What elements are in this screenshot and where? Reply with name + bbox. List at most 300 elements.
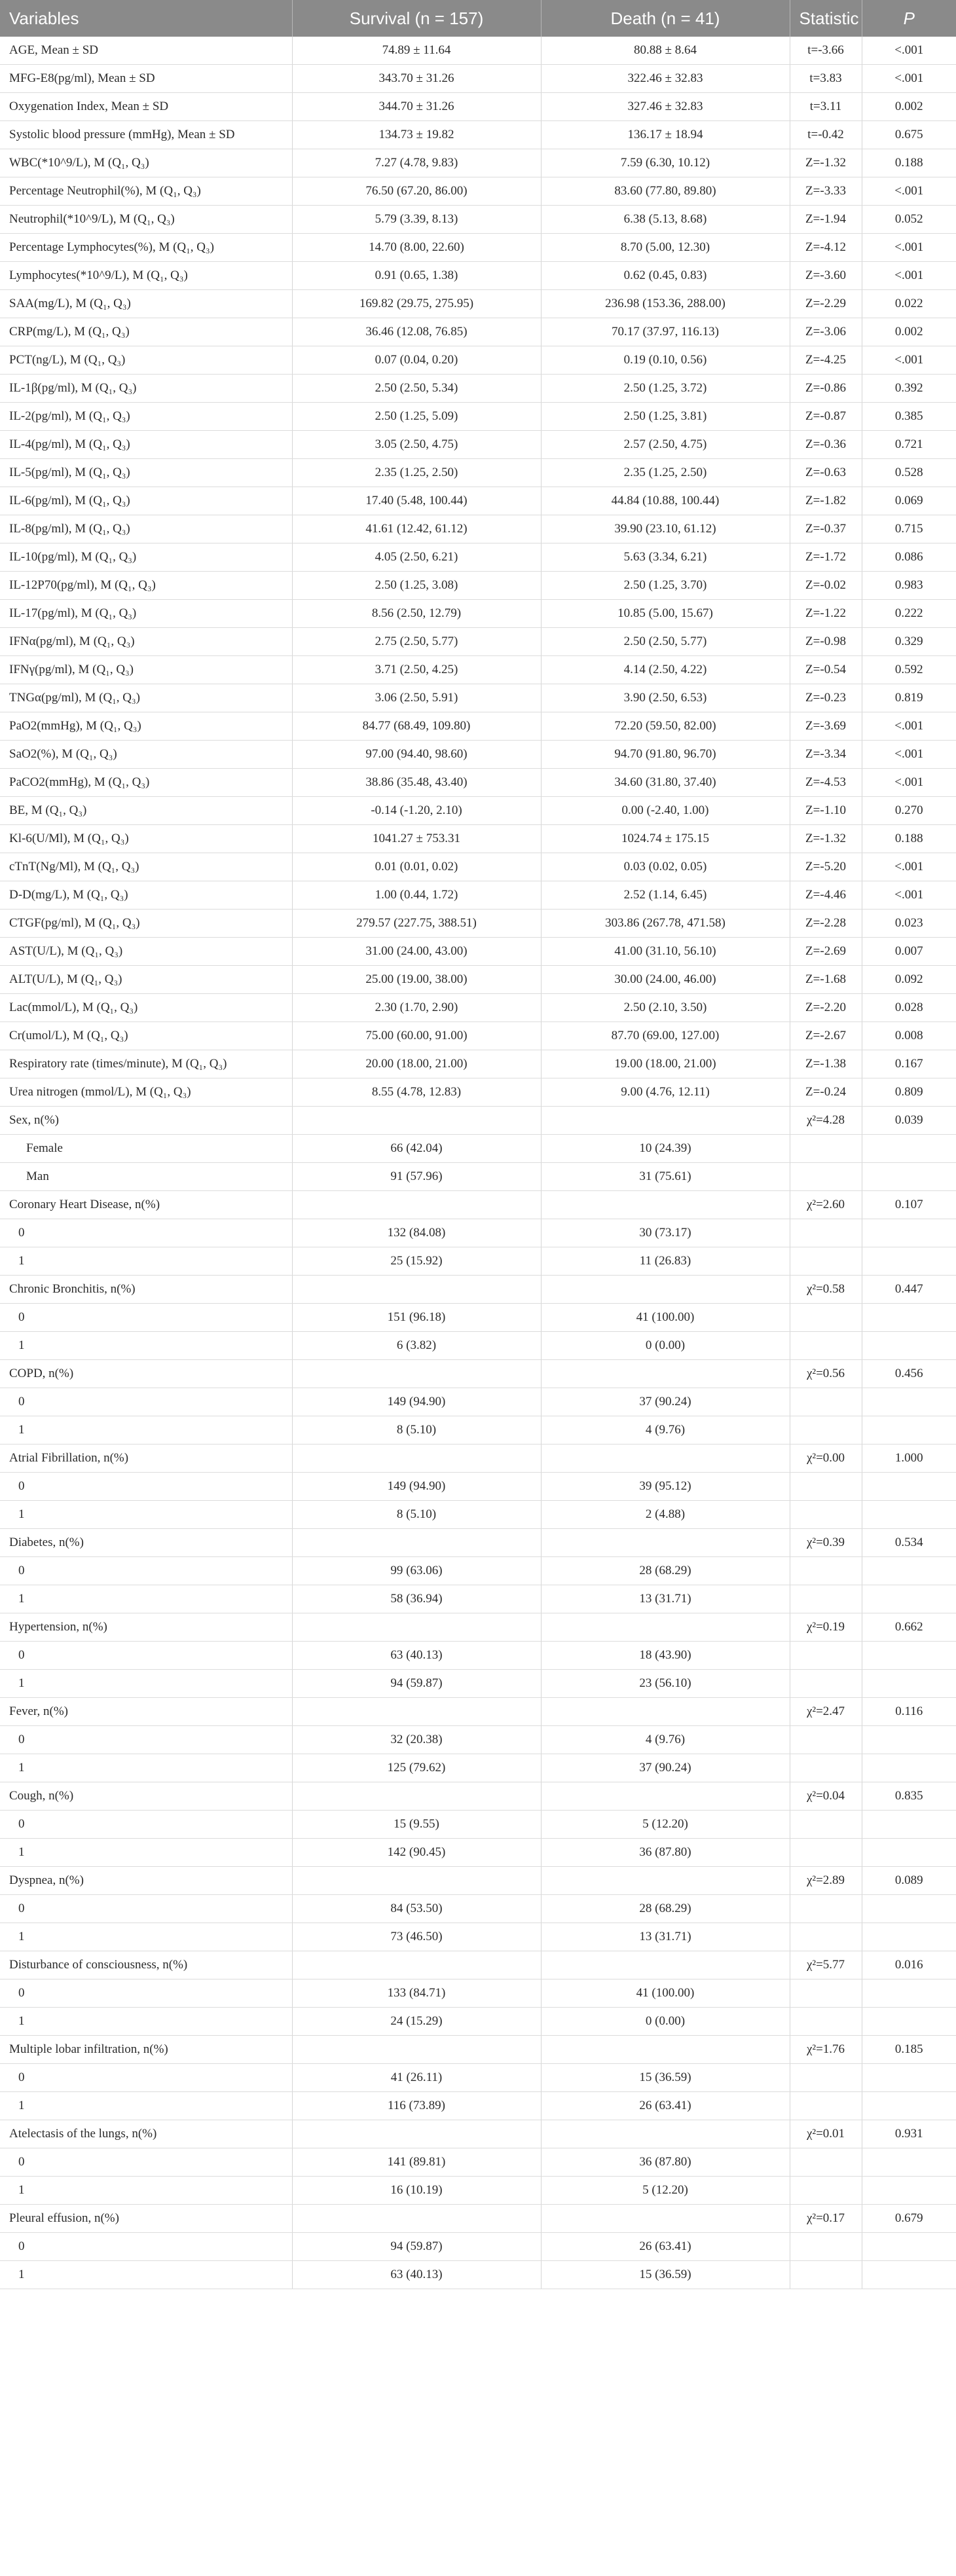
statistic-cell: Z=-3.69: [790, 712, 862, 741]
table-subrow: [0, 1670, 956, 1698]
survival-cell: 31.00 (24.00, 43.00): [292, 938, 541, 966]
p-value-cell: <.001: [862, 853, 956, 881]
death-cell: 94.70 (91.80, 96.70): [541, 741, 790, 769]
statistic-cell: [790, 1839, 862, 1867]
statistic-cell: [790, 2233, 862, 2261]
p-value-cell: 0.002: [862, 93, 956, 121]
statistic-cell: Z=-0.24: [790, 1078, 862, 1107]
table-row: [0, 487, 956, 515]
variable-cell: Oxygenation Index, Mean ± SD: [0, 93, 292, 121]
statistic-cell: [790, 2092, 862, 2120]
p-value-cell: [862, 1839, 956, 1867]
statistic-cell: [790, 2008, 862, 2036]
death-cell: 13 (31.71): [541, 1585, 790, 1613]
table-subrow: [0, 2233, 956, 2261]
statistic-cell: χ²=0.19: [790, 1613, 862, 1642]
variable-cell: Fever, n(%): [0, 1698, 292, 1726]
statistic-cell: [790, 1473, 862, 1501]
statistic-cell: χ²=0.00: [790, 1444, 862, 1473]
p-value-cell: [862, 2008, 956, 2036]
variable-cell: WBC(*10^9/L), M (Q₁, Q₃): [0, 149, 292, 177]
p-value-cell: 0.022: [862, 290, 956, 318]
survival-cell: 14.70 (8.00, 22.60): [292, 234, 541, 262]
table-subrow: [0, 1811, 956, 1839]
table-row: [0, 459, 956, 487]
table-subrow: [0, 1754, 956, 1782]
table-row: [0, 93, 956, 121]
survival-cell: 1041.27 ± 753.31: [292, 825, 541, 853]
survival-cell: 1.00 (0.44, 1.72): [292, 881, 541, 910]
header-statistic: Statistic: [790, 0, 862, 37]
p-value-cell: 0.185: [862, 2036, 956, 2064]
variable-cell: IL-2(pg/ml), M (Q₁, Q₃): [0, 403, 292, 431]
statistic-cell: Z=-0.54: [790, 656, 862, 684]
variable-cell: 0: [0, 1304, 292, 1332]
statistic-cell: χ²=0.56: [790, 1360, 862, 1388]
statistic-cell: [790, 1219, 862, 1247]
statistic-cell: [790, 1304, 862, 1332]
table-row: [0, 656, 956, 684]
statistic-cell: Z=-3.60: [790, 262, 862, 290]
p-value-cell: 0.528: [862, 459, 956, 487]
table-row: [0, 741, 956, 769]
variable-cell: Disturbance of consciousness, n(%): [0, 1951, 292, 1979]
survival-cell: [292, 1444, 541, 1473]
statistic-cell: χ²=0.01: [790, 2120, 862, 2148]
table-row: [0, 1078, 956, 1107]
statistic-cell: [790, 2148, 862, 2177]
statistic-cell: Z=-1.38: [790, 1050, 862, 1078]
death-cell: 31 (75.61): [541, 1163, 790, 1191]
death-cell: [541, 1360, 790, 1388]
death-cell: 19.00 (18.00, 21.00): [541, 1050, 790, 1078]
variable-cell: PaCO2(mmHg), M (Q₁, Q₃): [0, 769, 292, 797]
table-row: [0, 65, 956, 93]
table-row: [0, 234, 956, 262]
p-value-cell: 0.052: [862, 206, 956, 234]
variable-cell: CTGF(pg/ml), M (Q₁, Q₃): [0, 910, 292, 938]
p-value-cell: 0.931: [862, 2120, 956, 2148]
death-cell: [541, 1276, 790, 1304]
p-value-cell: [862, 1726, 956, 1754]
survival-cell: 2.30 (1.70, 2.90): [292, 994, 541, 1022]
p-value-cell: 0.086: [862, 543, 956, 572]
statistic-cell: Z=-1.72: [790, 543, 862, 572]
death-cell: 39 (95.12): [541, 1473, 790, 1501]
p-value-cell: 0.092: [862, 966, 956, 994]
table-row: [0, 318, 956, 346]
survival-cell: [292, 2120, 541, 2148]
variable-cell: Systolic blood pressure (mmHg), Mean ± SD: [0, 121, 292, 149]
survival-cell: [292, 1529, 541, 1557]
p-value-cell: [862, 1416, 956, 1444]
p-value-cell: <.001: [862, 712, 956, 741]
survival-cell: [292, 2036, 541, 2064]
table-row: [0, 712, 956, 741]
death-cell: 70.17 (37.97, 116.13): [541, 318, 790, 346]
variable-cell: AGE, Mean ± SD: [0, 37, 292, 65]
table-group-row: [0, 1360, 956, 1388]
survival-cell: [292, 1360, 541, 1388]
p-value-cell: 0.188: [862, 149, 956, 177]
statistic-cell: [790, 1557, 862, 1585]
variable-cell: cTnT(Ng/Ml), M (Q₁, Q₃): [0, 853, 292, 881]
statistic-cell: [790, 1895, 862, 1923]
p-value-cell: [862, 2092, 956, 2120]
death-cell: [541, 2205, 790, 2233]
table-row: [0, 262, 956, 290]
statistic-cell: Z=-4.25: [790, 346, 862, 375]
death-cell: [541, 1107, 790, 1135]
variable-cell: Pleural effusion, n(%): [0, 2205, 292, 2233]
statistic-cell: Z=-0.87: [790, 403, 862, 431]
statistic-cell: Z=-4.53: [790, 769, 862, 797]
death-cell: 9.00 (4.76, 12.11): [541, 1078, 790, 1107]
survival-cell: 99 (63.06): [292, 1557, 541, 1585]
table-subrow: [0, 1979, 956, 2008]
death-cell: [541, 2120, 790, 2148]
table-group-row: [0, 2205, 956, 2233]
p-value-cell: 0.721: [862, 431, 956, 459]
variable-cell: SaO2(%), M (Q₁, Q₃): [0, 741, 292, 769]
table-subrow: [0, 2008, 956, 2036]
variable-cell: 0: [0, 1811, 292, 1839]
variable-cell: BE, M (Q₁, Q₃): [0, 797, 292, 825]
header-p-value: P: [862, 0, 956, 37]
table-row: [0, 290, 956, 318]
statistic-cell: Z=-1.32: [790, 825, 862, 853]
variable-cell: Cough, n(%): [0, 1782, 292, 1811]
table-group-row: [0, 1951, 956, 1979]
survival-cell: 2.50 (2.50, 5.34): [292, 375, 541, 403]
variable-cell: 1: [0, 2008, 292, 2036]
table-subrow: [0, 2148, 956, 2177]
statistic-cell: Z=-2.29: [790, 290, 862, 318]
death-cell: 322.46 ± 32.83: [541, 65, 790, 93]
variable-cell: 1: [0, 1923, 292, 1951]
p-value-cell: 0.456: [862, 1360, 956, 1388]
table-subrow: [0, 1923, 956, 1951]
p-value-cell: [862, 1642, 956, 1670]
variable-cell: Respiratory rate (times/minute), M (Q₁, Q₃): [0, 1050, 292, 1078]
table-row: [0, 994, 956, 1022]
death-cell: 2.50 (1.25, 3.70): [541, 572, 790, 600]
statistic-cell: χ²=5.77: [790, 1951, 862, 1979]
survival-cell: 84.77 (68.49, 109.80): [292, 712, 541, 741]
table-group-row: [0, 1444, 956, 1473]
table-group-row: [0, 2120, 956, 2148]
variable-cell: 0: [0, 1642, 292, 1670]
survival-cell: -0.14 (-1.20, 2.10): [292, 797, 541, 825]
p-value-cell: [862, 1670, 956, 1698]
death-cell: 80.88 ± 8.64: [541, 37, 790, 65]
table-row: [0, 881, 956, 910]
survival-cell: 2.50 (1.25, 5.09): [292, 403, 541, 431]
p-value-cell: 0.116: [862, 1698, 956, 1726]
variable-cell: Cr(umol/L), M (Q₁, Q₃): [0, 1022, 292, 1050]
p-value-cell: <.001: [862, 234, 956, 262]
death-cell: 18 (43.90): [541, 1642, 790, 1670]
survival-cell: 91 (57.96): [292, 1163, 541, 1191]
p-value-cell: 0.270: [862, 797, 956, 825]
death-cell: 37 (90.24): [541, 1388, 790, 1416]
death-cell: 2.35 (1.25, 2.50): [541, 459, 790, 487]
p-value-cell: 0.675: [862, 121, 956, 149]
p-value-cell: 0.069: [862, 487, 956, 515]
table-subrow: [0, 1332, 956, 1360]
survival-cell: 2.35 (1.25, 2.50): [292, 459, 541, 487]
statistic-cell: [790, 2261, 862, 2289]
p-value-cell: 0.835: [862, 1782, 956, 1811]
variable-cell: IL-6(pg/ml), M (Q₁, Q₃): [0, 487, 292, 515]
death-cell: 44.84 (10.88, 100.44): [541, 487, 790, 515]
death-cell: 4 (9.76): [541, 1416, 790, 1444]
p-value-cell: 0.329: [862, 628, 956, 656]
table-row: [0, 600, 956, 628]
survival-cell: 2.50 (1.25, 3.08): [292, 572, 541, 600]
table-subrow: [0, 2177, 956, 2205]
statistic-cell: χ²=0.04: [790, 1782, 862, 1811]
variable-cell: IL-12P70(pg/ml), M (Q₁, Q₃): [0, 572, 292, 600]
variable-cell: IL-10(pg/ml), M (Q₁, Q₃): [0, 543, 292, 572]
table-row: [0, 1050, 956, 1078]
p-value-cell: [862, 1473, 956, 1501]
statistic-cell: Z=-4.46: [790, 881, 862, 910]
table-group-row: [0, 1191, 956, 1219]
survival-cell: [292, 1782, 541, 1811]
survival-cell: [292, 1951, 541, 1979]
statistic-cell: Z=-4.12: [790, 234, 862, 262]
death-cell: 13 (31.71): [541, 1923, 790, 1951]
statistic-cell: [790, 1585, 862, 1613]
statistic-cell: χ²=0.17: [790, 2205, 862, 2233]
survival-cell: 3.71 (2.50, 4.25): [292, 656, 541, 684]
p-value-cell: [862, 1923, 956, 1951]
death-cell: 41.00 (31.10, 56.10): [541, 938, 790, 966]
survival-cell: 63 (40.13): [292, 1642, 541, 1670]
p-value-cell: 0.392: [862, 375, 956, 403]
variable-cell: Percentage Neutrophil(%), M (Q₁, Q₃): [0, 177, 292, 206]
statistic-cell: [790, 1332, 862, 1360]
death-cell: 15 (36.59): [541, 2064, 790, 2092]
variable-cell: MFG-E8(pg/ml), Mean ± SD: [0, 65, 292, 93]
statistic-cell: Z=-1.82: [790, 487, 862, 515]
variable-cell: Kl-6(U/Ml), M (Q₁, Q₃): [0, 825, 292, 853]
death-cell: 37 (90.24): [541, 1754, 790, 1782]
p-value-cell: <.001: [862, 741, 956, 769]
p-value-cell: <.001: [862, 769, 956, 797]
survival-cell: [292, 1191, 541, 1219]
statistic-cell: [790, 2064, 862, 2092]
death-cell: 30.00 (24.00, 46.00): [541, 966, 790, 994]
statistic-cell: [790, 1135, 862, 1163]
death-cell: 34.60 (31.80, 37.40): [541, 769, 790, 797]
statistic-cell: χ²=2.60: [790, 1191, 862, 1219]
table-subrow: [0, 1247, 956, 1276]
statistic-cell: Z=-0.02: [790, 572, 862, 600]
table-row: [0, 346, 956, 375]
statistic-cell: χ²=0.58: [790, 1276, 862, 1304]
survival-cell: 6 (3.82): [292, 1332, 541, 1360]
death-cell: 10.85 (5.00, 15.67): [541, 600, 790, 628]
death-cell: [541, 1444, 790, 1473]
table-body: [0, 37, 956, 2289]
variable-cell: 0: [0, 1979, 292, 2008]
survival-cell: 125 (79.62): [292, 1754, 541, 1782]
p-value-cell: [862, 1501, 956, 1529]
statistic-cell: [790, 1670, 862, 1698]
variable-cell: 1: [0, 1670, 292, 1698]
variable-cell: Multiple lobar infiltration, n(%): [0, 2036, 292, 2064]
p-value-cell: 1.000: [862, 1444, 956, 1473]
statistic-cell: [790, 1726, 862, 1754]
p-value-cell: 0.222: [862, 600, 956, 628]
statistic-cell: Z=-2.69: [790, 938, 862, 966]
statistic-cell: [790, 1388, 862, 1416]
statistic-cell: Z=-2.20: [790, 994, 862, 1022]
statistic-cell: t=-0.42: [790, 121, 862, 149]
variable-cell: TNGα(pg/ml), M (Q₁, Q₃): [0, 684, 292, 712]
table-row: [0, 825, 956, 853]
death-cell: 15 (36.59): [541, 2261, 790, 2289]
statistic-cell: [790, 1923, 862, 1951]
table-subrow: [0, 1726, 956, 1754]
variable-cell: Diabetes, n(%): [0, 1529, 292, 1557]
variable-cell: COPD, n(%): [0, 1360, 292, 1388]
table-row: [0, 206, 956, 234]
table-row: [0, 853, 956, 881]
survival-cell: [292, 2205, 541, 2233]
statistic-cell: Z=-0.63: [790, 459, 862, 487]
death-cell: [541, 1867, 790, 1895]
survival-cell: 344.70 ± 31.26: [292, 93, 541, 121]
death-cell: 2.57 (2.50, 4.75): [541, 431, 790, 459]
p-value-cell: [862, 1304, 956, 1332]
variable-cell: SAA(mg/L), M (Q₁, Q₃): [0, 290, 292, 318]
death-cell: 1024.74 ± 175.15: [541, 825, 790, 853]
survival-cell: 149 (94.90): [292, 1473, 541, 1501]
survival-cell: 279.57 (227.75, 388.51): [292, 910, 541, 938]
p-value-cell: 0.819: [862, 684, 956, 712]
p-value-cell: [862, 2261, 956, 2289]
variable-cell: Percentage Lymphocytes(%), M (Q₁, Q₃): [0, 234, 292, 262]
death-cell: 3.90 (2.50, 6.53): [541, 684, 790, 712]
survival-cell: 24 (15.29): [292, 2008, 541, 2036]
death-cell: [541, 1529, 790, 1557]
p-value-cell: 0.534: [862, 1529, 956, 1557]
survival-cell: 4.05 (2.50, 6.21): [292, 543, 541, 572]
p-value-cell: 0.028: [862, 994, 956, 1022]
survival-cell: 74.89 ± 11.64: [292, 37, 541, 65]
survival-cell: 132 (84.08): [292, 1219, 541, 1247]
statistic-cell: χ²=1.76: [790, 2036, 862, 2064]
statistic-cell: Z=-1.32: [790, 149, 862, 177]
table-subrow: [0, 1163, 956, 1191]
statistic-cell: χ²=4.28: [790, 1107, 862, 1135]
death-cell: 2.50 (1.25, 3.81): [541, 403, 790, 431]
survival-cell: 20.00 (18.00, 21.00): [292, 1050, 541, 1078]
survival-cell: 17.40 (5.48, 100.44): [292, 487, 541, 515]
p-value-cell: [862, 1247, 956, 1276]
table-subrow: [0, 1219, 956, 1247]
survival-cell: 94 (59.87): [292, 1670, 541, 1698]
survival-cell: 38.86 (35.48, 43.40): [292, 769, 541, 797]
variable-cell: 0: [0, 1726, 292, 1754]
survival-cell: 73 (46.50): [292, 1923, 541, 1951]
table-row: [0, 684, 956, 712]
death-cell: 4 (9.76): [541, 1726, 790, 1754]
variable-cell: Lymphocytes(*10^9/L), M (Q₁, Q₃): [0, 262, 292, 290]
variable-cell: 1: [0, 1247, 292, 1276]
variable-cell: 0: [0, 1473, 292, 1501]
death-cell: 2.50 (2.10, 3.50): [541, 994, 790, 1022]
variable-cell: 1: [0, 1416, 292, 1444]
table-subrow: [0, 1585, 956, 1613]
variable-cell: Atelectasis of the lungs, n(%): [0, 2120, 292, 2148]
header-row: [0, 0, 956, 37]
table-subrow: [0, 1388, 956, 1416]
death-cell: 0.62 (0.45, 0.83): [541, 262, 790, 290]
variable-cell: Neutrophil(*10^9/L), M (Q₁, Q₃): [0, 206, 292, 234]
survival-cell: 8.55 (4.78, 12.83): [292, 1078, 541, 1107]
survival-cell: 2.75 (2.50, 5.77): [292, 628, 541, 656]
variable-cell: 0: [0, 2064, 292, 2092]
p-value-cell: [862, 1135, 956, 1163]
variable-cell: IFNα(pg/ml), M (Q₁, Q₃): [0, 628, 292, 656]
p-value-cell: [862, 2233, 956, 2261]
survival-cell: 8 (5.10): [292, 1416, 541, 1444]
survival-cell: 116 (73.89): [292, 2092, 541, 2120]
death-cell: 327.46 ± 32.83: [541, 93, 790, 121]
death-cell: 0.19 (0.10, 0.56): [541, 346, 790, 375]
survival-cell: 84 (53.50): [292, 1895, 541, 1923]
statistic-cell: Z=-3.33: [790, 177, 862, 206]
death-cell: 5 (12.20): [541, 1811, 790, 1839]
survival-cell: 343.70 ± 31.26: [292, 65, 541, 93]
p-value-cell: <.001: [862, 881, 956, 910]
table-subrow: [0, 1416, 956, 1444]
variable-cell: 1: [0, 1585, 292, 1613]
survival-cell: 41.61 (12.42, 61.12): [292, 515, 541, 543]
death-cell: 41 (100.00): [541, 1979, 790, 2008]
statistic-cell: [790, 1501, 862, 1529]
survival-cell: 5.79 (3.39, 8.13): [292, 206, 541, 234]
survival-cell: 25 (15.92): [292, 1247, 541, 1276]
death-cell: 236.98 (153.36, 288.00): [541, 290, 790, 318]
statistic-cell: [790, 1642, 862, 1670]
table-row: [0, 375, 956, 403]
table-row: [0, 910, 956, 938]
table-subrow: [0, 2261, 956, 2289]
death-cell: 36 (87.80): [541, 1839, 790, 1867]
statistic-cell: Z=-2.67: [790, 1022, 862, 1050]
p-value-cell: [862, 1219, 956, 1247]
death-cell: 30 (73.17): [541, 1219, 790, 1247]
variable-cell: Man: [0, 1163, 292, 1191]
variable-cell: PaO2(mmHg), M (Q₁, Q₃): [0, 712, 292, 741]
p-value-cell: [862, 1979, 956, 2008]
death-cell: 303.86 (267.78, 471.58): [541, 910, 790, 938]
p-value-cell: [862, 1754, 956, 1782]
table-row: [0, 769, 956, 797]
variable-cell: Dyspnea, n(%): [0, 1867, 292, 1895]
variable-cell: Sex, n(%): [0, 1107, 292, 1135]
p-value-cell: 0.167: [862, 1050, 956, 1078]
death-cell: 5 (12.20): [541, 2177, 790, 2205]
statistic-cell: Z=-1.22: [790, 600, 862, 628]
p-value-cell: 0.662: [862, 1613, 956, 1642]
statistic-cell: χ²=2.89: [790, 1867, 862, 1895]
